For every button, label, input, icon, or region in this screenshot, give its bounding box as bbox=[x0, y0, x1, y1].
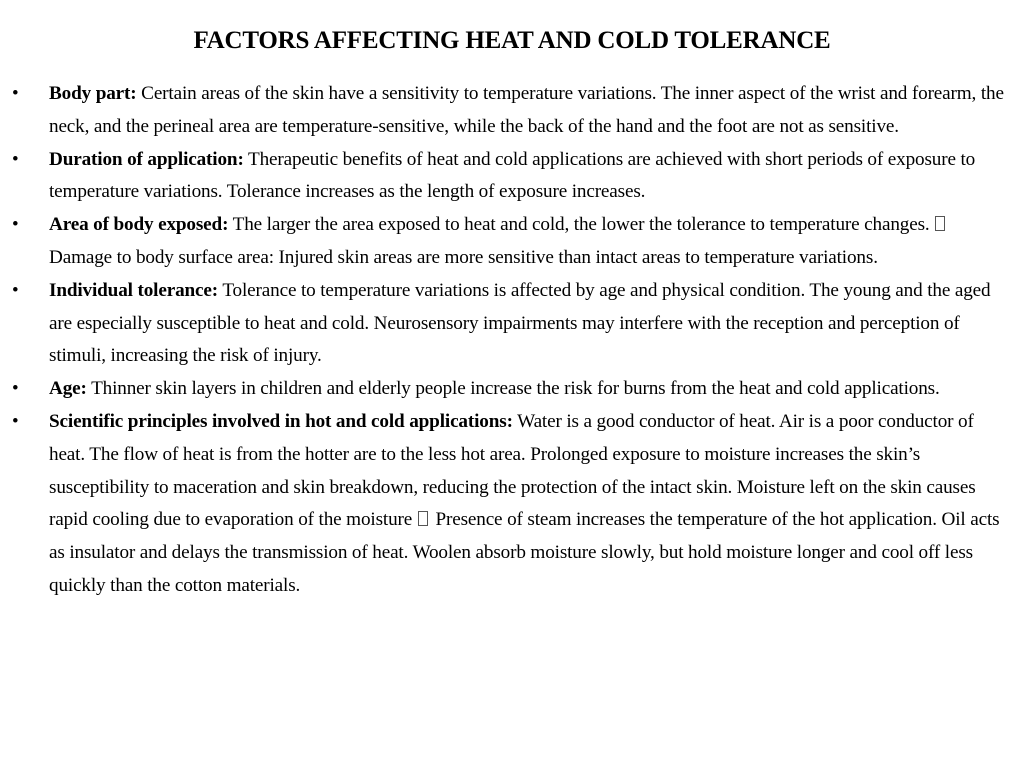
item-text: The larger the area exposed to heat and cold, the lower the tolerance to temperature changes. bbox=[232, 214, 930, 236]
item-text-continued: Damage to body surface area: Injured skin areas are more sensitive than intact areas to temperature variations. bbox=[49, 246, 878, 268]
list-item bbox=[0, 78, 1012, 144]
bullet-icon: • bbox=[12, 378, 19, 400]
missing-glyph-icon bbox=[418, 511, 428, 526]
item-text: Thinner skin layers in children and elderly people increase the risk for burns from the heat and cold applications. bbox=[91, 378, 940, 400]
missing-glyph-icon bbox=[935, 216, 945, 231]
bullet-icon: • bbox=[12, 214, 19, 236]
item-lead: Scientific principles involved in hot and cold applications: bbox=[49, 410, 513, 432]
list-item bbox=[0, 144, 1012, 210]
item-text: Certain areas of the skin have a sensitivity to temperature variations. The inner aspect of the wrist and forearm, the neck, and the perineal area are temperature-sensitive, while the back of the hand and the foot are not as sensitive. bbox=[49, 83, 1004, 137]
list-item bbox=[0, 373, 1012, 406]
bullet-icon: • bbox=[12, 410, 19, 432]
page-title: FACTORS AFFECTING HEAT AND COLD TOLERANCE bbox=[193, 27, 831, 54]
item-lead: Age: bbox=[49, 378, 87, 400]
item-text: Therapeutic benefits of heat and cold applications are achieved with short periods of exposure to temperature variations. Tolerance increases as the length of exposure increases. bbox=[49, 148, 976, 203]
item-lead: Area of body exposed: bbox=[49, 214, 229, 236]
item-lead: Individual tolerance: bbox=[49, 279, 219, 301]
item-lead: Duration of application: bbox=[49, 148, 244, 170]
bullet-icon: • bbox=[12, 148, 19, 170]
item-text: Tolerance to temperature variations is affected by age and physical condition. The young and the aged are especially susceptible to heat and cold. Neurosensory impairments may interfere with the reception and perception of stimuli, increasing the risk of injury. bbox=[49, 279, 991, 367]
list-item bbox=[0, 209, 1012, 275]
bullet-icon: • bbox=[12, 83, 19, 104]
bullet-list bbox=[0, 78, 1024, 603]
bullet-icon: • bbox=[12, 279, 19, 301]
list-item bbox=[0, 275, 1012, 373]
item-text-continued: Presence of steam increases the temperature of the hot application. Oil acts as insulator and delays the transmission of heat. Woolen absorb moisture slowly, but hold moisture longer and cool off less quickly than the cotton materials. bbox=[49, 509, 1000, 596]
list-item bbox=[0, 406, 1012, 603]
item-text: Water is a good conductor of heat. Air is a poor conductor of heat. The flow of heat is from the hotter are to the less hot area. Prolonged exposure to moisture increases the skin’s susceptibility to maceration and skin breakdown, reducing the protection of the intact skin. Moisture left on the skin causes rapid cooling due to evaporation of the moisture bbox=[49, 410, 976, 531]
item-lead: Body part: bbox=[49, 83, 137, 104]
